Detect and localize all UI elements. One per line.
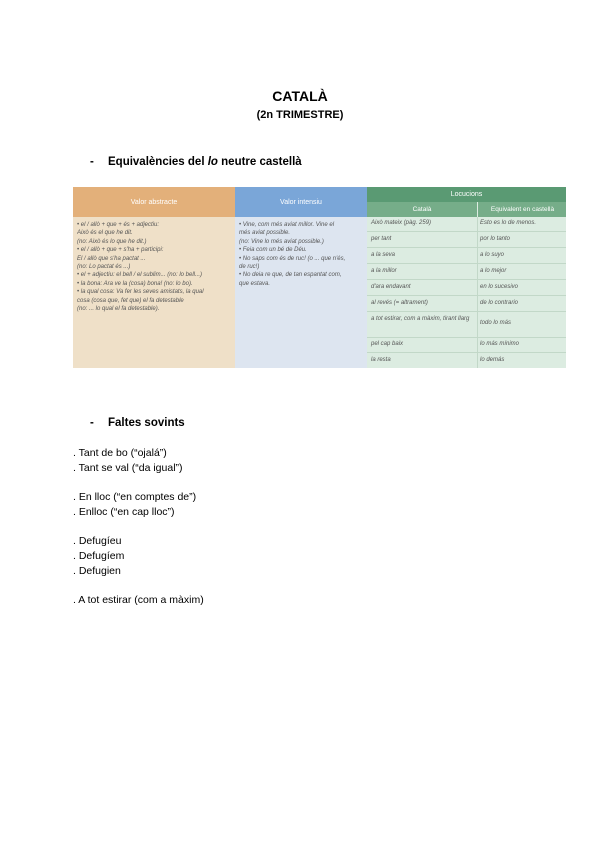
col1-line: Això és el que he dit. [77, 230, 133, 237]
heading-prefix: Equivalències del [108, 156, 208, 168]
mistake-line: . En lloc (“en comptes de”) [73, 491, 197, 503]
section-heading-equivalencies [90, 156, 302, 168]
heading-label: Faltes sovints [108, 417, 185, 429]
locution-spanish: lo demás [480, 357, 505, 363]
mistake-line: . Enlloc (“en cap lloc”) [73, 506, 175, 518]
mistake-line: . A tot estirar (com a màxim) [73, 594, 204, 606]
mistake-line: . Tant de bo (“ojalá”) [73, 447, 167, 459]
col1-line: El / allò que s'ha pactat ... [77, 255, 146, 262]
locution-row [367, 297, 566, 312]
locution-spanish: a lo suyo [480, 252, 505, 258]
col2-line: més aviat possible. [239, 230, 291, 237]
locution-row [367, 217, 566, 232]
col2-line: que estava. [239, 280, 271, 287]
col2-line: • No saps com és de ruc! (o ... que n'és, [239, 255, 346, 262]
locutions-header: Locucions [367, 187, 566, 202]
locution-spanish: todo lo más [480, 320, 512, 326]
locution-row [367, 249, 566, 264]
locution-catalan: la resta [371, 357, 391, 363]
locution-catalan: pel cap baix [371, 341, 404, 347]
locution-row [367, 313, 566, 338]
abstract-value-column [73, 187, 235, 368]
locution-spanish: Esto es lo de menos. [480, 220, 537, 226]
col1-line: cosa (cosa que, fet que) el fa detestable [77, 297, 184, 304]
locution-catalan: a la millor [371, 268, 397, 274]
locution-spanish: en lo sucesivo [480, 284, 519, 290]
col1-line: • la bona: Ara ve la (cosa) bona! (no: lo bo). [77, 280, 193, 287]
abstract-value-text [77, 221, 231, 313]
locutions-column [367, 187, 566, 368]
locution-spanish: de lo contrario [480, 300, 519, 306]
col2-line: • Vine, com més aviat millor. Vine el [239, 222, 335, 228]
locution-row [367, 233, 566, 248]
locution-spanish: por lo tanto [480, 236, 511, 242]
intensive-value-header: Valor intensiu [235, 187, 367, 217]
catalan-subheader: Català [367, 202, 477, 217]
col2-line: de ruc!) [239, 264, 260, 271]
page-title: CATALÀ [272, 88, 328, 104]
heading-italic: lo [207, 156, 218, 168]
intensive-value-column [235, 187, 367, 368]
bullet-dash: - [90, 156, 94, 168]
intensive-value-text [239, 221, 363, 288]
abstract-value-header: Valor abstracte [73, 187, 235, 217]
section-heading-common-mistakes [90, 417, 185, 429]
locution-catalan: a la seva [371, 252, 396, 258]
locution-catalan: per tant [371, 236, 392, 242]
col2-line: • No deia re que, de tan espantat com, [239, 272, 342, 279]
bullet-dash: - [90, 417, 94, 429]
col1-line: • la qual cosa: Va fer les seves amistats, la qual [77, 289, 204, 296]
spanish-subheader: Equivalent en castellà [477, 202, 566, 217]
locution-spanish: lo más mínimo [480, 341, 520, 347]
locution-catalan: a tot estirar, com a màxim, tirant llarg [371, 316, 470, 322]
col1-line: • el / allò + que + és + adjectiu: [77, 222, 159, 228]
locution-catalan: al revés (= altrament) [371, 300, 428, 306]
col2-line: (no: Vine lo més aviat possible.) [239, 238, 324, 245]
locution-row [367, 265, 566, 280]
col1-line: (no: Això és lo que he dit.) [77, 238, 147, 245]
locution-row [367, 338, 566, 353]
mistake-line: . Tant se val (“da igual”) [73, 462, 183, 474]
locution-row [367, 354, 566, 368]
col2-line: • Feia com un bé de Déu. [239, 247, 307, 254]
mistake-line: . Defugíeu [73, 535, 122, 547]
col1-line: (no: Lo pactat és ...) [77, 264, 131, 271]
col1-line: • el / allò + que + s'ha + participi: [77, 247, 164, 254]
locution-row [367, 281, 566, 296]
locution-catalan: Això mateix (pàg. 259) [371, 220, 432, 226]
locution-catalan: d'ara endavant [371, 284, 411, 290]
equivalences-table-image [73, 187, 566, 368]
mistake-line: . Defugien [73, 565, 121, 577]
page-subtitle: (2n TRIMESTRE) [256, 109, 344, 121]
col1-line: (no: ... lo qual el fa detestable). [77, 306, 160, 313]
locution-spanish: a lo mejor [480, 268, 507, 274]
mistake-line: . Defugíem [73, 550, 125, 562]
heading-suffix: neutre castellà [217, 156, 302, 168]
col1-line: • el + adjectiu: el bell / el sublim... (no: lo bell...) [77, 272, 202, 279]
